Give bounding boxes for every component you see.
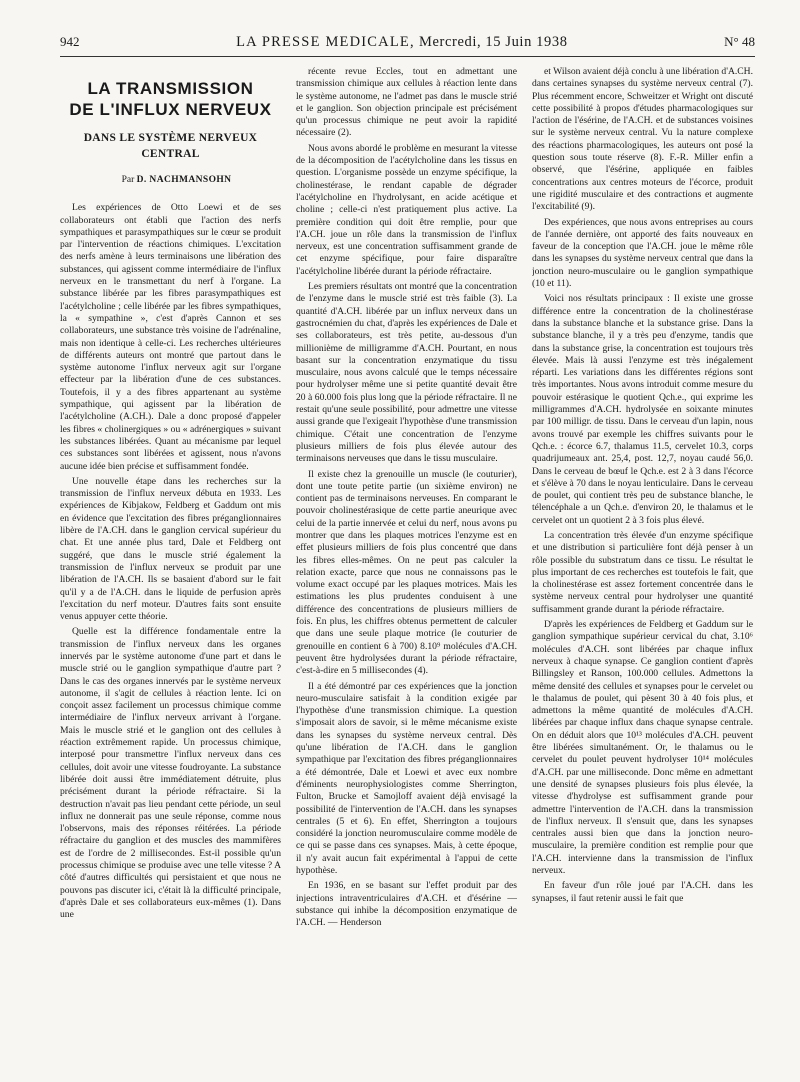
article-body	[60, 66, 755, 1078]
paragraph: Une nouvelle étape dans les recherches sur la transmission de l'influx nerveux débuta en 1933. Les expériences de Kibjakow, Feldberg et Gaddum ont mis en évidence que l'excitation des fibres préganglionnaires libère de l'A.CH. dans le ganglion cervical supérieur du chat. Et une année plus tard, Dale et Feldberg ont suggéré, que dans le muscle strié également la transmission de l'influx nerveux se produit par une libération de l'A.CH. Ils se basaient d'abord sur le fait qu'il y a de l'A.CH. dans le liquide de perfusion après l'excitation du nerf moteur. D'autres faits sont ensuite venus appuyer cette théorie.	[60, 475, 281, 623]
paragraph: La concentration très élevée d'un enzyme spécifique et une distribution si particulière font déjà penser à un rôle possible du substratum dans ce tissu. Le résultat le plus important de ces recherches est toutefois le fait, que la cholinestérase est assez fortement concentrée dans le système nerveux central pour hydrolyser une quantité suffisamment grande durant la période réfractaire.	[532, 529, 753, 615]
journal-name: LA PRESSE MEDICALE,	[236, 34, 415, 50]
paragraph: Des expériences, que nous avons entreprises au cours de l'année dernière, ont apporté des faits nouveaux en faveur de la conception que l'A.CH. joue le même rôle dans les synapses du système nerveux central que dans la jonction neuro-musculaire ou le ganglion sympathique (10 et 11).	[532, 216, 753, 290]
paragraph: Les premiers résultats ont montré que la concentration de l'enzyme dans le muscle strié est très faible (3). La quantité d'A.CH. libérée par un influx nerveux dans un gastrocnémien du chat, d'après les expériences de Dale et ses collaborateurs, est très petite, au-dessous d'un millionième de milligramme d'A.CH. Pourtant, en nous basant sur la concentration enzymatique du tissu musculaire, nous avons calculé que le temps nécessaire pour hydrolyser même une si petite quantité devait être 20 à 60.000 fois plus long que la période réfractaire. Il ne restait qu'une seule possibilité, pour admettre une vitesse aussi grande que l'exigeait l'hypothèse d'une transmission chimique. C'était une concentration de l'enzyme plusieurs milliers de fois plus élevée autour des terminaisons nerveuses que dans le tissu musculaire.	[296, 281, 517, 465]
running-header	[60, 34, 755, 57]
paragraph: Nous avons abordé le problème en mesurant la vitesse de la décomposition de l'acétylcholine dans les tissus en question. L'organisme possède un enzyme spécifique, la cholinestérase, le rendant capable de dégrader l'acétylcholine en l'hydrolysant, en acide acétique et choline ; celle-ci n'est pratiquement plus active. La première condition qui doit être remplie, pour que l'A.CH. joue un rôle dans la transmission de l'influx nerveux, est une concentration suffisamment grande de cet enzyme spécifique, pour faire disparaître l'acétylcholine libérée durant la période réfractaire.	[296, 142, 517, 277]
article-subtitle: DANS LE SYSTÈME NERVEUX CENTRAL	[83, 132, 258, 160]
paragraph: et Wilson avaient déjà conclu à une libération d'A.CH. dans certaines synapses du système nerveux central (7). Plus récemment encore, Schweitzer et Wright ont discuté cette possibilité à propos d'études pharmacologiques sur l'action de l'ésérine, de l'A.CH. et de substances voisines sur le système nerveux central. Vu la nature complexe des réactions pharmacologiques, les auteurs ont posé la question sous toute réserve (8). F.-R. Miller enfin a observé, que l'ésérine, appliquée en faibles concentrations aux centres moteurs de l'écorce, produit une rigidité musculaire et des contractions et augmente l'excitabilité (9).	[532, 66, 753, 213]
paragraph: Il a été démontré par ces expériences que la jonction neuro-musculaire satisfait à la condition exigée par l'hypothèse d'une transmission chimique. La question s'imposait alors de savoir, si le même mécanisme existe dans les synapses du système nerveux central. Dès qu'une libération de l'A.CH. dans le ganglion sympathique par l'excitation des fibres préganglionnaires a été démontrée, Dale et Loewi et avec eux nombre d'éminents neurophysiologistes comme Sherrington, Fulton, Brucke et Samojloff avaient déjà envisagé la possibilité de l'intervention de l'A.CH. dans les synapses centrales (5 et 6). En effet, Sherrington a toujours considéré la jonction neuromusculaire comme modèle de ce qui se passe dans ces synapses. Mais, à cette époque, il n'y avait aucun fait expérimental à l'appui de cette hypothèse.	[296, 680, 517, 876]
article-title: LA TRANSMISSION DE L'INFLUX NERVEUX	[69, 79, 272, 119]
column-2	[296, 66, 517, 1078]
article-heading	[60, 78, 281, 186]
column-1	[60, 66, 281, 1078]
paragraph: En faveur d'un rôle joué par l'A.CH. dans les synapses, il faut retenir aussi le fait que	[532, 880, 753, 904]
issue-date: Mercredi, 15 Juin 1938	[419, 34, 568, 50]
paragraph: En 1936, en se basant sur l'effet produit par des injections intraventriculaires d'A.CH. et d'ésérine — substance qui inhibe la décomposition enzymatique de l'A.CH. — Henderson	[296, 880, 517, 929]
paragraph: récente revue Eccles, tout en admettant une transmission chimique aux cellules à réaction lente dans le système autonome, ne l'admet pas dans le muscle strié et le ganglion. Son objection principale est précisément qu'un processus chimique ne peut avoir la rapidité nécessaire (2).	[296, 66, 517, 139]
column-3	[532, 66, 753, 1078]
article-byline	[60, 174, 281, 186]
journal-title	[236, 34, 567, 51]
page-number: 942	[60, 34, 80, 49]
issue-number: N° 48	[724, 34, 755, 49]
author-prefix: Par	[121, 175, 135, 185]
author-name: D. NACHMANSOHN	[136, 175, 232, 185]
paragraph: Il existe chez la grenouille un muscle (le couturier), dont une toute petite partie (un sixième environ) ne contient pas de terminaisons nerveuses. En comparant le pouvoir cholinestérasique de cette partie aneurique avec celui de la partie innervée et celui du nerf, nous avons pu montrer que dans les plaques motrices l'enzyme est en effet plusieurs milliers de fois plus concentré que dans les fibres elles-mêmes. On ne peut pas calculer la relation exacte, parce que nous ne connaissons pas le volume exact occupé par les plaques motrices. Mais les estimations les plus prudentes conduisent à une différence des concentrations de plusieurs milliers de fois. En plus, les chiffres obtenus permettent de calculer que dans une seule plaque motrice (le couturier de grenouille en contient 6 à 700) 8.10⁹ molécules d'A.CH. peuvent être hydrolysées durant la période réfractaire, c'est-à-dire en 5 millisecondes (4).	[296, 468, 517, 677]
paragraph: Quelle est la différence fondamentale entre la transmission de l'influx nerveux dans les organes innervés par le système autonome d'une part et dans le muscle strié ou le ganglion sympathique d'autre part ? Dans le cas des organes innervés par le système nerveux autonome, il s'agit de cellules à réaction lente. Ici on conçoit assez facilement un processus chimique comme intermédiaire de l'influx nerveux arrivant à l'organe. Mais le muscle strié et le ganglion ont des cellules à réaction extrêmement rapide. Un processus chimique, interposé pour transmettre l'influx nerveux dans ces cellules, doit avoir une vitesse foudroyante. La substance libérée doit aussi être immédiatement détruite, plus précisément durant la période réfractaire. Si la destruction n'avait pas lieu pendant cette période, un seul influx ne donnerait pas une seule réponse, comme nous l'observons, mais des réponses réitérées. La période réfractaire du ganglion et des muscles des mammifères est de l'ordre de 2 millisecondes. Est-il possible qu'un processus chimique se produise avec une telle vitesse ? A côté d'autres difficultés qui persistaient et que nous ne pouvons pas discuter ici, c'était là la difficulté principale, d'après Dale et ses collaborateurs eux-mêmes (1). Dans une	[60, 626, 281, 921]
paragraph: Les expériences de Otto Loewi et de ses collaborateurs ont établi que l'action des nerfs sympathiques et parasympathiques sur le cœur se produit par l'intervention de réactions chimiques. L'excitation des nerfs amène à leurs terminaisons une libération des substances, qui agissent comme intermédiaire de l'influx nerveux en le transmettant du nerf à l'organe. La substance libérée par les fibres parasympathiques est l'acétylcholine ; celle libérée par les fibres sympathiques, la « sympathine », c'est d'après Cannon et ses collaborateurs, une substance très voisine de l'adrénaline, mais non identique à celle-ci. Les recherches ultérieures de différents auteurs ont montré que partout dans le système autonome l'influx nerveux agit sur l'organe effecteur par la libération d'une de ces substances. Toutefois, il y a des fibres appartenant au système sympathique, qui agissent par la libération de l'acétylcholine (A.CH.). Dale a donc proposé d'appeler les fibres « cholinergiques » ou « adrénergiques » suivant les substances libérées. Quant au mécanisme par lequel ces substances sont libérées et agissent, nous n'avons aucune idée bien précise et suffisamment fondée.	[60, 202, 281, 472]
paragraph: D'après les expériences de Feldberg et Gaddum sur le ganglion sympathique supérieur cervical du chat, 3.10⁶ molécules d'A.CH. sont libérées par chaque influx nerveux à chaque synapse. Ce ganglion contient d'après Billingsley et Ranson, 100.000 cellules. Admettons la même densité des cellules et synapses pour le cervelet ou le thalamus de poulet, qui pèsent 30 à 40 fois plus, et admettons la même quantité de molécules d'A.CH. libérées par chaque influx dans chaque synapse centrale. On en déduit alors que 10¹³ molécules d'A.CH. peuvent être libérées simultanément. Or, le thalamus ou le cervelet du poulet peuvent hydrolyser 10¹⁴ molécules d'A.CH. par une milliseconde. Donc même en admettant une densité de synapses plusieurs fois plus élevée, la vitesse d'hydrolyse est suffisamment grande pour admettre l'intervention de l'A.CH. dans la transmission de l'influx nerveux. Il s'ensuit que, dans les synapses centrales aussi bien que dans la jonction neuro-musculaire, la première condition est remplie pour que l'A.CH. intervienne dans la transmission de l'influx nerveux.	[532, 619, 753, 876]
paragraph: Voici nos résultats principaux : Il existe une grosse différence entre la concentration de la cholinestérase dans la substance blanche et la substance grise. Dans la substance blanche, il y a très peu d'enzyme, tandis que dans la substance grise, la concentration est toujours très élevée. Mais là aussi l'enzyme est très inégalement réparti. Les variations dans les différentes régions sont très importantes. Nous avons introduit comme mesure du pouvoir estérasique le quotient Qch.e., qui exprime les milligrammes d'A.CH. hydrolysée en soixante minutes par 100 milligr. de tissu. Dans le cerveau d'un lapin, nous avons trouvé par exemple les chiffres suivants pour le Qch.e. : écorce 6.7, thalamus 11.5, cervelet 10.3, corps quadrijumeaux ant. 25,4, post. 12,7, noyau caudé 56,0. Dans le cerveau de bœuf le Qch.e. est 2 à 3 dans l'écorce et s'élève à 70 dans le noyau lenticulaire. Dans le cerveau de poulet, qui contient très peu de substance blanche, le télencéphale a un Qch.e. d'environ 20, le thalamus et le cervelet ont un quotient 2 à 3 fois plus élevé.	[532, 293, 753, 526]
